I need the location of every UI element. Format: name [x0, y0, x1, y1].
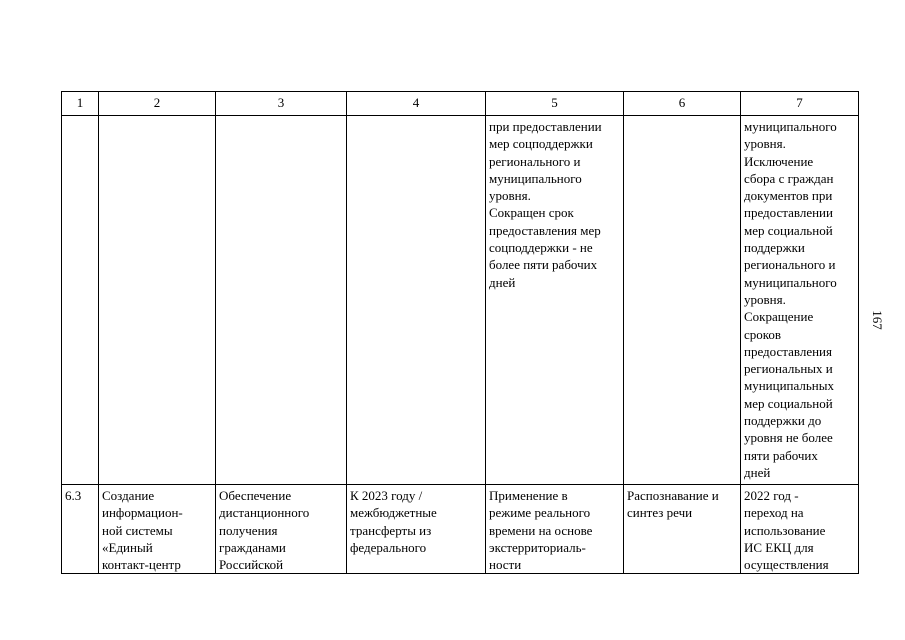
header-cell-1: 1: [62, 92, 99, 116]
page-number: 167: [870, 310, 885, 330]
cell-col-2: Создание информацион- ной системы «Единый контакт-центр: [99, 485, 216, 574]
header-cell-3: 3: [216, 92, 347, 116]
cell-col-6: [624, 116, 741, 485]
header-cell-7: 7: [741, 92, 859, 116]
cell-number: 6.3: [62, 485, 99, 574]
document-table: [61, 91, 859, 574]
cell-number: [62, 116, 99, 485]
header-cell-6: 6: [624, 92, 741, 116]
table-row-6-3: [62, 485, 859, 574]
table-header-row: [62, 92, 859, 116]
cell-col-2: [99, 116, 216, 485]
header-cell-5: 5: [486, 92, 624, 116]
cell-col-5: Применение в режиме реального времени на основе экстерриториаль- ности: [486, 485, 624, 574]
cell-col-7: 2022 год - переход на использование ИС ЕКЦ для осуществления: [741, 485, 859, 574]
cell-col-4: [347, 116, 486, 485]
cell-col-3: Обеспечение дистанционного получения гражданами Российской: [216, 485, 347, 574]
cell-col-6: Распознавание и синтез речи: [624, 485, 741, 574]
header-cell-2: 2: [99, 92, 216, 116]
cell-col-7: муниципального уровня. Исключение сбора с граждан документов при предоставлении мер социальной поддержки регионального и муниципального уровня. Сокращение сроков предоставления региональных и муниципальных мер социальной поддержки до уровня не более пяти рабочих дней: [741, 116, 859, 485]
table-row-continuation: [62, 116, 859, 485]
header-cell-4: 4: [347, 92, 486, 116]
cell-col-3: [216, 116, 347, 485]
cell-col-5: при предоставлении мер соцподдержки регионального и муниципального уровня. Сокращен срок предоставления мер соцподдержки - не более пяти рабочих дней: [486, 116, 624, 485]
cell-col-4: К 2023 году / межбюджетные трансферты из федерального: [347, 485, 486, 574]
